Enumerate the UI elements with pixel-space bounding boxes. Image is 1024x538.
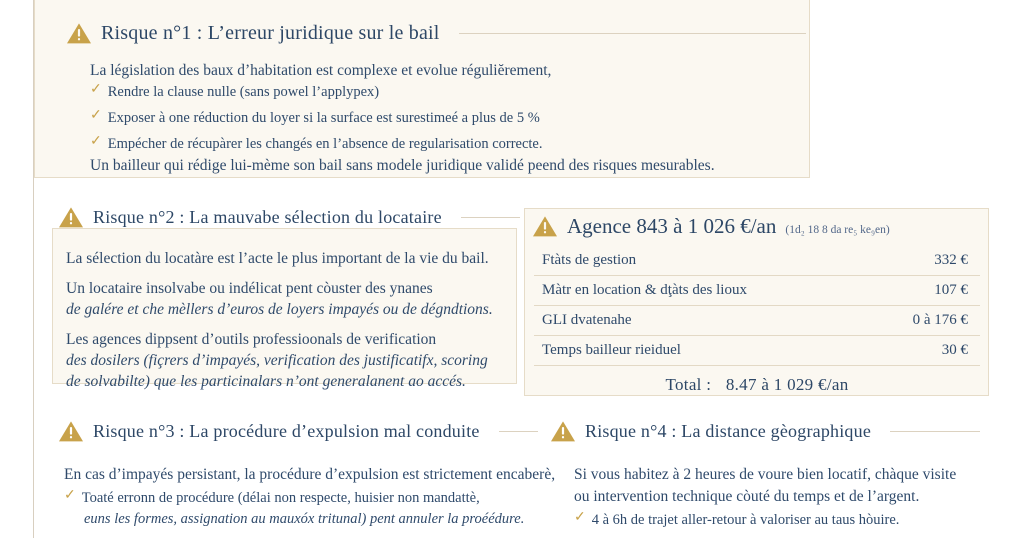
risk-3-heading: [58, 420, 538, 443]
risk-2-paragraph-1: La sélection du locatàre est l’acte le plus important de la vie du bail.: [66, 250, 489, 267]
cost-label: GLI dvatenahe: [534, 306, 865, 336]
agency-cost-table-wrap: [534, 246, 980, 395]
agency-cost-heading: [532, 214, 984, 239]
list-item: [574, 510, 994, 531]
cost-value: 0 à 176 €: [865, 306, 980, 336]
agency-cost-note: (1d₂ 18 8 da re₅ ke₉en): [785, 223, 890, 236]
risk-4-title: Risque n°4 : La distance gèographique: [585, 421, 872, 441]
list-item: [90, 134, 790, 155]
agency-cost-table: [534, 246, 980, 366]
risk-4-line-2: ou intervention technique còuté du temps et de l’argent.: [574, 488, 920, 505]
warning-triangle-icon: [532, 215, 558, 238]
risk-1-intro: La législation des baux d’habitation est complexe et evolue réguliĕrement,: [90, 62, 552, 79]
risk-2-paragraph-2-line-2: de galére et che mèllers d’euros de loyers impayés ou de dégndtions.: [66, 301, 493, 318]
risk-2-paragraph-2-line-1: Un locataire insolvabe ou indélicat pent còuster des ynanes: [66, 280, 433, 297]
check-icon: ✓: [64, 488, 76, 503]
cost-label: Màtr en location & dţàts des lioux: [534, 276, 865, 306]
risk-4-heading: [550, 420, 980, 443]
risk-4-title-rule: [890, 431, 980, 432]
risk-3-title-rule: [499, 431, 538, 432]
risk-2-paragraph-3-line-1: Les agences dippsent d’outils professioonals de verification: [66, 331, 437, 348]
check-icon: ✓: [90, 108, 102, 124]
risk-4-line-1: Si vous habitez à 2 heures de voure bien locatif, chàque visite: [574, 466, 957, 483]
check-icon: ✓: [90, 134, 102, 150]
check-icon: ✓: [90, 82, 102, 97]
table-row: [534, 246, 980, 276]
risk-3-intro: En cas d’impayés persistant, la procédure d’expulsion est strictement encaberè,: [64, 466, 556, 483]
risk-1-bullets: [90, 82, 790, 155]
total-value: 8.47 à 1 029 €/an: [725, 375, 849, 394]
risk-3-bullet-line-2: euns les formes, assignation au mauxóx tritunal) pent annuler la proéédure.: [84, 511, 525, 528]
risk-2-paragraph-3-line-2: des dosilers (fiçrers d’impayés, verification des justificatifx, scoring: [66, 352, 488, 369]
cost-value: 332 €: [865, 246, 980, 276]
total-label: Total :: [665, 375, 712, 394]
warning-triangle-icon: [58, 420, 84, 443]
risk-1-closing: Un bailleur qui rédige lui-mème son bail sans modele juridique validé peend des risques mesurables.: [90, 157, 715, 174]
list-item-label: Rendre la clause nulle (sans powel l’applypex): [107, 84, 380, 100]
list-item-label: 4 à 6h de trajet aller-retour à valoriser au taus hòuire.: [591, 512, 900, 528]
cost-label: Ftàts de gestion: [534, 246, 865, 276]
warning-triangle-icon: [550, 420, 576, 443]
check-icon: ✓: [574, 510, 586, 525]
list-item-label: Toaté erronn de procédure (délai non respecte, huisier non mandattè,: [81, 490, 480, 506]
cost-value: 30 €: [865, 336, 980, 366]
list-item: [90, 82, 790, 103]
table-row: [534, 276, 980, 306]
risk-1-title: Risque n°1 : L’erreur juridique sur le bail: [101, 22, 440, 44]
list-item: [64, 488, 569, 509]
risk-2-heading: [58, 206, 520, 229]
list-item-label: Exposer à one réduction du loyer si la surface est surestimeé a plus de 5 %: [107, 110, 540, 127]
warning-triangle-icon: [66, 22, 92, 45]
agency-cost-title: Agence 843 à 1 026 €/an: [567, 214, 777, 238]
risk-1-title-rule: [459, 33, 806, 34]
table-row: [534, 306, 980, 336]
risk-4-bullet: [574, 510, 994, 531]
risk-2-title-rule: [461, 217, 520, 218]
risk-2-title: Risque n°2 : La mauvabe sélection du locataire: [93, 207, 442, 227]
warning-triangle-icon: [58, 206, 84, 229]
risk-2-paragraph-3-line-3: de solvabilte) que les particinalars n’ont generalanent ao accés.: [66, 373, 466, 390]
cost-value: 107 €: [865, 276, 980, 306]
list-item: [90, 108, 790, 129]
agency-cost-total: [534, 366, 980, 395]
table-row: [534, 336, 980, 366]
risk-1-heading: [66, 22, 806, 45]
risk-3-title: Risque n°3 : La procédure d’expulsion mal conduite: [93, 421, 480, 441]
list-item-label: Empécher de récupàrer les changés en l’absence de regularisation correcte.: [107, 136, 543, 153]
cost-label: Temps bailleur rieiduel: [534, 336, 865, 366]
risk-3-bullet: [64, 488, 569, 530]
